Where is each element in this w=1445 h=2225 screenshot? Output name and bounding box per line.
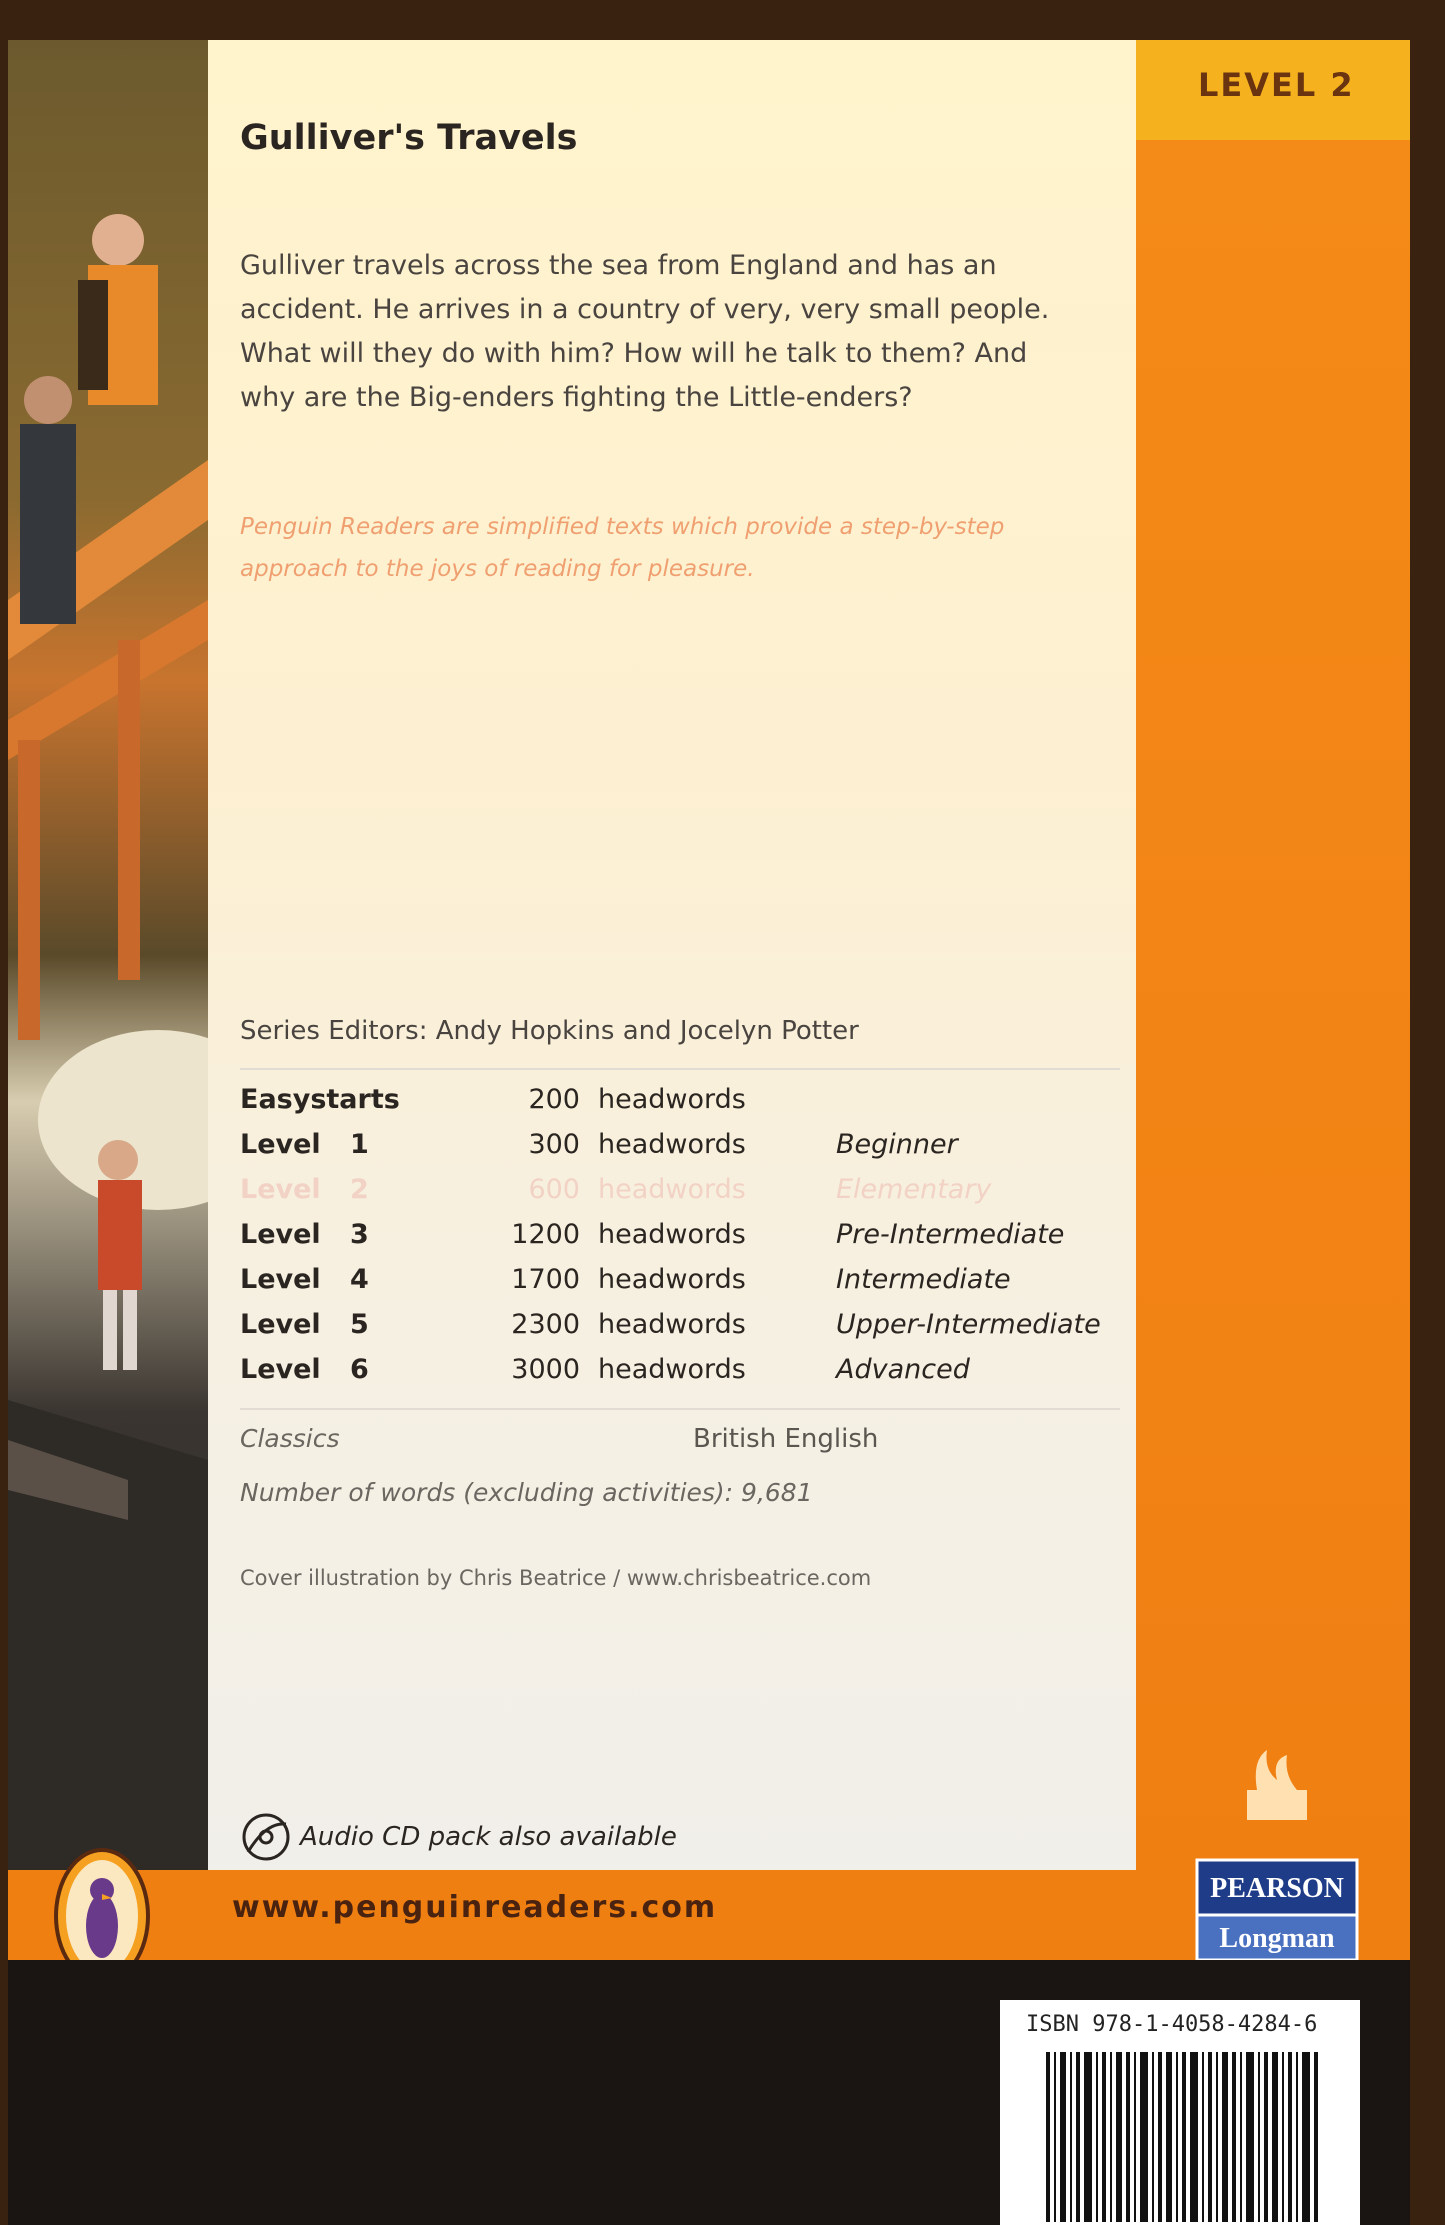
level-name: Level [240, 1354, 321, 1385]
book-title: Gulliver's Travels [240, 118, 578, 158]
level-description: Intermediate [836, 1264, 1011, 1295]
level-row [240, 1309, 1120, 1353]
headword-count: 3000 [511, 1354, 580, 1385]
level-name: Level [240, 1309, 321, 1340]
text-panel [208, 40, 1136, 1870]
series-note: Penguin Readers are simplified texts which provide a step-by-step approach to the joys of reading for pleasure. [240, 514, 1005, 582]
publisher-top: PEARSON [1210, 1873, 1344, 1904]
book-back-cover [8, 40, 1410, 2225]
level-name: Level [240, 1174, 321, 1205]
level-name: Level [240, 1264, 321, 1295]
series-editors: Series Editors: Andy Hopkins and Jocelyn Potter [240, 1016, 859, 1046]
isbn-label [1000, 2000, 1360, 2225]
headword-unit: headwords [598, 1354, 746, 1385]
level-number: 4 [350, 1264, 369, 1295]
headword-count: 300 [528, 1129, 580, 1160]
audio-notice [240, 1812, 677, 1862]
level-number: 6 [350, 1354, 369, 1385]
level-name: Level [240, 1219, 321, 1250]
level-row [240, 1264, 1120, 1308]
headword-unit: headwords [598, 1084, 746, 1115]
headword-unit: headwords [598, 1129, 746, 1160]
language: British English [693, 1424, 879, 1454]
headword-unit: headwords [598, 1309, 746, 1340]
right-color-strip [1136, 40, 1410, 1870]
audio-label: Audio CD pack also available [300, 1822, 677, 1852]
divider [240, 1408, 1120, 1410]
level-number: 1 [350, 1129, 369, 1160]
headword-count: 1200 [511, 1219, 580, 1250]
category: Classics [240, 1424, 340, 1453]
headword-unit: headwords [598, 1219, 746, 1250]
level-description: Beginner [836, 1129, 958, 1160]
level-number: 5 [350, 1309, 369, 1340]
level-description: Pre-Intermediate [836, 1219, 1065, 1250]
headword-count: 1700 [511, 1264, 580, 1295]
level-name: Level [240, 1129, 321, 1160]
headword-count: 2300 [511, 1309, 580, 1340]
headword-count: 200 [528, 1084, 580, 1115]
publisher-bottom: Longman [1219, 1923, 1335, 1954]
level-row [240, 1084, 1120, 1128]
cover-illustration [8, 40, 208, 1870]
level-row [240, 1129, 1120, 1173]
headword-count: 600 [528, 1174, 580, 1205]
level-description: Upper-Intermediate [836, 1309, 1101, 1340]
word-count: Number of words (excluding activities): 9,681 [240, 1478, 813, 1507]
level-number: 3 [350, 1219, 369, 1250]
level-description: Elementary [836, 1174, 992, 1205]
website-url: www.penguinreaders.com [232, 1890, 718, 1925]
level-name: Easystarts [240, 1084, 400, 1115]
cd-icon [240, 1812, 292, 1862]
level-row-current [240, 1174, 1120, 1218]
level-row [240, 1354, 1120, 1398]
level-row [240, 1219, 1120, 1263]
illustration-art [8, 40, 208, 1870]
headword-unit: headwords [598, 1174, 746, 1205]
level-description: Advanced [836, 1354, 970, 1385]
level-tag: LEVEL 2 [1198, 66, 1355, 104]
isbn-number: ISBN 978-1-4058-4284-6 [1026, 2012, 1318, 2037]
divider [240, 1068, 1120, 1070]
barcode-icon [1046, 2052, 1326, 2222]
pearson-longman-logo [1192, 1740, 1362, 1970]
level-number: 2 [350, 1174, 369, 1205]
headword-unit: headwords [598, 1264, 746, 1295]
illustration-credit: Cover illustration by Chris Beatrice / www.chrisbeatrice.com [240, 1566, 872, 1590]
blurb: Gulliver travels across the sea from England and has an accident. He arrives in a country of very, very small people. What will they do with him? How will he talk to them? And why are the Big-enders fighting the Little-enders? [240, 250, 1050, 413]
